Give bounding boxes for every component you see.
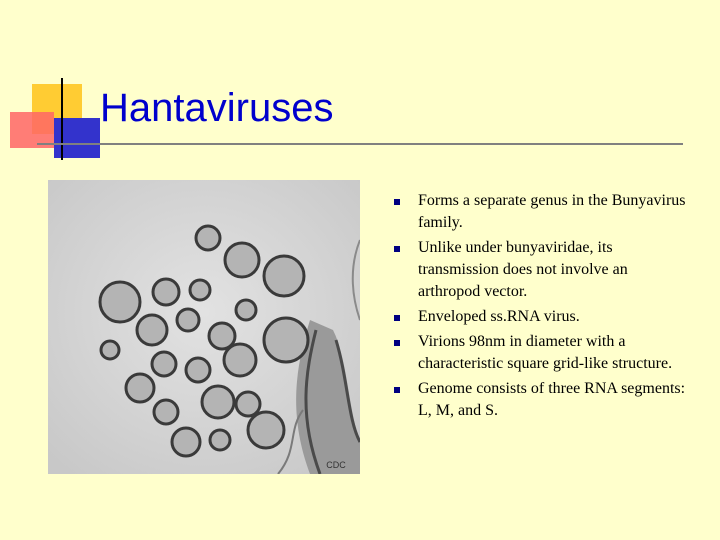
title-logo-decoration	[0, 0, 110, 170]
bullet-text: Enveloped ss.RNA virus.	[418, 308, 580, 325]
bullet-square-icon	[394, 387, 400, 393]
bullet-square-icon	[394, 246, 400, 252]
image-credit: CDC	[326, 460, 346, 470]
bullet-item	[390, 237, 690, 303]
bullet-square-icon	[394, 340, 400, 346]
bullet-square-icon	[394, 199, 400, 205]
bullet-text: Unlike under bunyaviridae, its transmission does not involve an arthropod vector.	[418, 239, 628, 300]
bullet-text: Forms a separate genus in the Bunyavirus family.	[418, 192, 686, 231]
logo-vertical-line	[61, 78, 63, 160]
bullet-text: Virions 98nm in diameter with a characteristic square grid-like structure.	[418, 333, 673, 372]
bullet-square-icon	[394, 315, 400, 321]
slide-title: Hantaviruses	[100, 86, 334, 130]
electron-micrograph-icon	[48, 180, 360, 474]
virus-micrograph-image	[48, 180, 360, 474]
title-underline	[37, 143, 683, 145]
bullet-item	[390, 378, 690, 422]
bullet-list	[390, 190, 690, 425]
bullet-item	[390, 306, 690, 328]
bullet-item	[390, 331, 690, 375]
bullet-text: Genome consists of three RNA segments: L, M, and S.	[418, 380, 686, 419]
bullet-item	[390, 190, 690, 234]
